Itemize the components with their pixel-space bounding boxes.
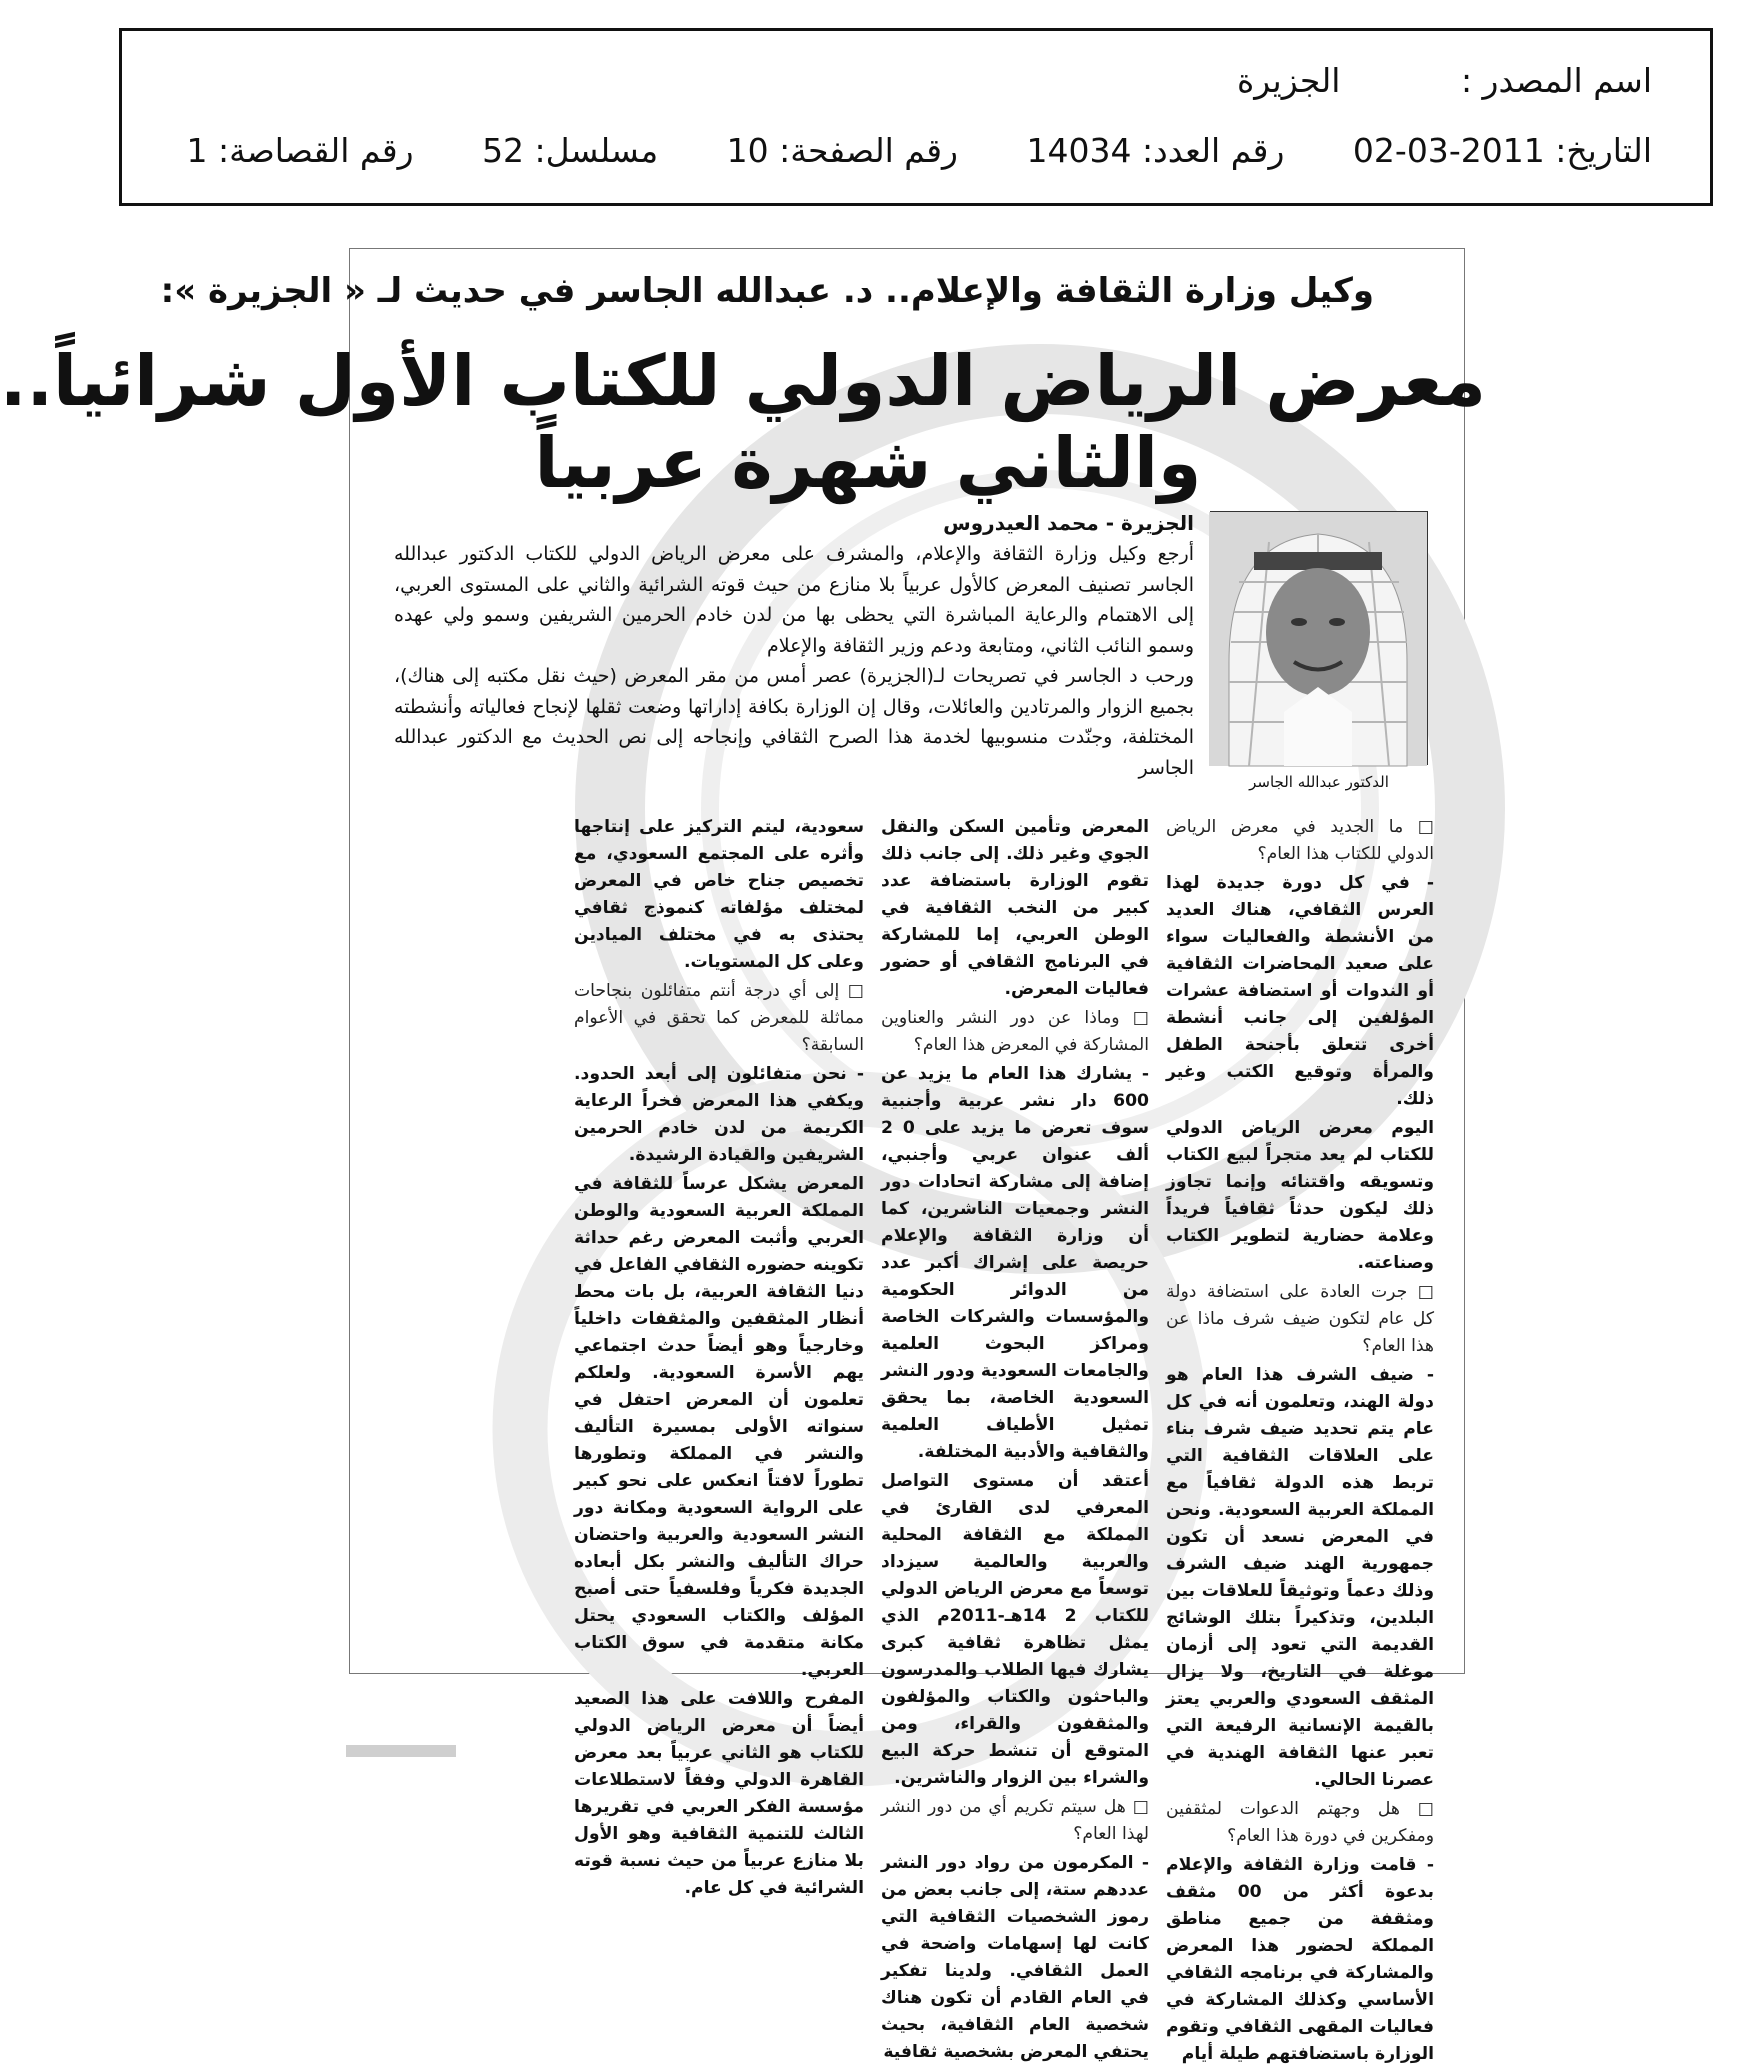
article-lead xyxy=(394,539,1194,783)
photo-caption: الدكتور عبدالله الجاسر xyxy=(1249,773,1389,791)
interview-question: □ إلى أي درجة أنتم متفائلون بنجاحات مماثلة للمعرض كما تحقق في الأعوام السابقة؟ xyxy=(574,981,864,1055)
portrait-photo xyxy=(1210,511,1428,765)
page-number-field: رقم الصفحة: 10 xyxy=(726,131,958,170)
serial-field: مسلسل: 52 xyxy=(482,131,659,170)
interview-answer: المعرض يشكل عرساً للثقافة في المملكة العربية السعودية والوطن العربي وأثبت المعرض رغم حداثة تكوينه حضوره الثقافي الفاعل في دنيا الثقافة العربية، بل بات محط أنظار المثقفين والمثقفات داخلياً وخارجياً وهو أيضاً حدث اجتماعي يهم الأسرة السعودية. ولعلكم تعلمون أن المعرض احتفل في سنواته الأولى بمسيرة التأليف والنشر في المملكة وتطورها تطوراً لافتاً انعكس على نحو كبير على الرواية السعودية ومكانة دور النشر السعودية والعربية واحتضان حراك التأليف والنشر بكل أبعاده الجديدة فكرياً وفلسفياً حتى أصبح المؤلف والكتاب السعودي يحتل مكانة متقدمة في سوق الكتاب العربي. xyxy=(574,1174,864,1680)
interview-question: □ ما الجديد في معرض الرياض الدولي للكتاب هذا العام؟ xyxy=(1166,817,1434,864)
interview-answer: - نحن متفائلون إلى أبعد الحدود. ويكفي هذا المعرض فخراً الرعاية الكريمة من لدن خادم الحرمين الشريفين والقيادة الرشيدة. xyxy=(574,1064,864,1165)
interview-answer: - قامت وزارة الثقافة والإعلام بدعوة أكثر من 00 مثقف ومثقفة من جميع مناطق المملكة لحضور هذا المعرض والمشاركة في برنامجه الثقافي الأساسي وكذلك المشاركة في فعاليات المقهى الثقافي وتقوم الوزارة باستضافتهم طيلة أيام xyxy=(1166,1855,1434,2064)
issue-number-field: رقم العدد: 14034 xyxy=(1026,131,1285,170)
source-row xyxy=(1237,61,1652,100)
portrait-person-icon xyxy=(1209,512,1427,766)
interview-question: □ هل سيتم تكريم أي من دور النشر لهذا العام؟ xyxy=(881,1797,1149,1844)
interview-question: □ هل وجهتم الدعوات لمثقفين ومفكرين في دورة هذا العام؟ xyxy=(1166,1799,1434,1846)
interview-answer: سعودية، ليتم التركيز على إنتاجها وأثره على المجتمع السعودي، مع تخصيص جناح خاص في المعرض لمختلف مؤلفاته كنموذج ثقافي يحتذى به في مختلف الميادين وعلى كل المستويات. xyxy=(574,817,864,972)
page-footer-bar xyxy=(346,1745,456,1757)
interview-question: □ وماذا عن دور النشر والعناوين المشاركة في المعرض هذا العام؟ xyxy=(881,1008,1149,1055)
source-label: اسم المصدر : xyxy=(1460,61,1652,100)
article-overline: وكيل وزارة الثقافة والإعلام.. د. عبدالله الجاسر في حديث لـ « الجزيرة »: xyxy=(160,271,1374,311)
interview-answer: - يشارك هذا العام ما يزيد عن 600 دار نشر عربية وأجنبية سوف تعرض ما يزيد على 0 2 ألف عنوان عربي وأجنبي، إضافة إلى مشاركة اتحادات دور النشر وجمعيات الناشرين، كما أن وزارة الثقافة والإعلام حريصة على إشراك أكبر عدد من الدوائر الحكومية والمؤسسات والشركات الخاصة ومراكز البحوث العلمية والجامعات السعودية ودور النشر السعودية الخاصة، بما يحقق تمثيل الأطياف العلمية والثقافية والأدبية المختلفة. xyxy=(881,1064,1149,1462)
interview-answer: - في كل دورة جديدة لهذا العرس الثقافي، هناك العديد من الأنشطة والفعاليات سواء على صعيد المحاضرات الثقافية أو الندوات أو استضافة عشرات المؤلفين إلى جانب أنشطة أخرى تتعلق بأجنحة الطفل والمرأة وتوقيع الكتب وغير ذلك. xyxy=(1166,873,1434,1109)
headline-line-1: معرض الرياض الدولي للكتاب الأول شرائياً.. xyxy=(0,340,1486,422)
interview-answer: المعرض وتأمين السكن والنقل الجوي وغير ذلك. إلى جانب ذلك تقوم الوزارة باستضافة عدد كبير من النخب الثقافية في الوطن العربي، إما للمشاركة في البرنامج الثقافي أو حضور فعاليات المعرض. xyxy=(881,817,1149,999)
clip-number-field: رقم القصاصة: 1 xyxy=(186,131,414,170)
source-info-box xyxy=(119,28,1713,206)
interview-answer: أعتقد أن مستوى التواصل المعرفي لدى القارئ في المملكة مع الثقافة المحلية والعربية والعالمية سيزداد توسعاً مع معرض الرياض الدولي للكتاب 2 14هـ-2011م الذي يمثل تظاهرة ثقافية كبرى يشارك فيها الطلاب والمدرسون والباحثون والكتاب والمؤلفون والمثقفون والقراء، ومن المتوقع أن تنشط حركة البيع والشراء بين الزوار والناشرين. xyxy=(881,1471,1150,1788)
source-value: الجزيرة xyxy=(1237,61,1341,100)
issue-info-row xyxy=(128,131,1652,170)
lead-paragraph: أرجع وكيل وزارة الثقافة والإعلام، والمشرف على معرض الرياض الدولي للكتاب الدكتور عبدالله الجاسر تصنيف المعرض كالأول عربياً بلا منازع من حيث قوته الشرائية والثاني على المستوى العربي، إلى الاهتمام والرعاية المباشرة التي يحظى بها من لدن خادم الحرمين الشريفين وسمو ولي عهده وسمو النائب الثاني، ومتابعة ودعم وزير الثقافة والإعلام xyxy=(394,543,1194,657)
date-field: التاريخ: 2011-03-02 xyxy=(1352,131,1652,170)
interview-answer: - المكرمون من رواد دور النشر عددهم ستة، إلى جانب بعض من رموز الشخصيات الثقافية التي كانت لها إسهامات واضحة في العمل الثقافي. ولدينا تفكير في العام القادم أن تكون هناك شخصية العام الثقافية، بحيث يحتفي المعرض بشخصية ثقافية xyxy=(881,1853,1149,2062)
lead-paragraph: ورحب د الجاسر في تصريحات لـ(الجزيرة) عصر أمس من مقر المعرض (حيث نقل مكتبه إلى هناك)، بجميع الزوار والمرتادين والعائلات، وقال إن الوزارة بكافة إداراتها وضعت ثقلها لإنجاح فعالياته وأنشطته المختلفة، وجنّدت منسوبيها لخدمة هذا الصرح الثقافي وإنجاحه إلى نص الحديث مع الدكتور عبدالله الجاسر xyxy=(394,665,1194,779)
article-column-1 xyxy=(1166,814,1434,2070)
article-column-2 xyxy=(881,814,1149,2068)
interview-answer: اليوم معرض الرياض الدولي للكتاب لم يعد متجراً لبيع الكتاب وتسويقه واقتنائه وإنما تجاوز ذلك ليكون حدثاً ثقافياً فريداً وعلامة حضارية لتطوير الكتاب وصناعته. xyxy=(1166,1118,1434,1273)
interview-answer: - ضيف الشرف هذا العام هو دولة الهند، وتعلمون أنه في كل عام يتم تحديد ضيف شرف بناء على العلاقات الثقافية التي تربط هذه الدولة ثقافياً مع المملكة العربية السعودية. ونحن في المعرض نسعد أن تكون جمهورية الهند ضيف الشرف وذلك دعماً وتوثيقاً للعلاقات بين البلدين، وتذكيراً بتلك الوشائج القديمة التي تعود إلى أزمان موغلة في التاريخ، ولا يزال المثقف السعودي والعربي يعتز بالقيمة الإنسانية الرفيعة التي تعبر عنها الثقافة الهندية في عصرنا الحالي. xyxy=(1166,1365,1434,1790)
headline-line-2: والثاني شهرة عربياً xyxy=(534,422,1202,504)
article-column-3 xyxy=(574,814,864,1904)
interview-answer: المفرح واللافت على هذا الصعيد أيضاً أن معرض الرياض الدولي للكتاب هو الثاني عربياً بعد معرض القاهرة الدولي وفقاً لاستطلاعات مؤسسة الفكر العربي في تقريرها الثالث للتنمية الثقافية وهو الأول بلا منازع عربياً من حيث نسبة قوته الشرائية في كل عام. xyxy=(574,1689,864,1898)
newspaper-clipping xyxy=(0,248,1486,2064)
interview-question: □ جرت العادة على استضافة دولة كل عام لتكون ضيف شرف ماذا عن هذا العام؟ xyxy=(1166,1282,1434,1356)
byline: الجزيرة - محمد العيدروس xyxy=(943,511,1194,535)
